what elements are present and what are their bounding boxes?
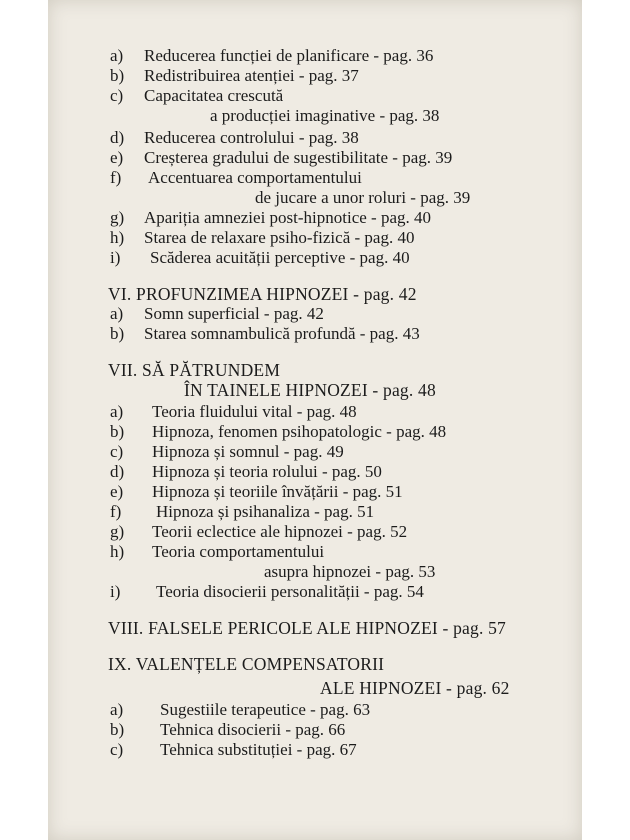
entry-text: Hipnoza și teoriile învățării - pag. 51 — [152, 482, 403, 501]
entry-label: b) — [110, 66, 125, 85]
heading-text: VI. PROFUNZIMEA HIPNOZEI - pag. 42 — [108, 284, 417, 304]
entry-text: Creșterea gradului de sugestibilitate - pag. 39 — [144, 148, 453, 167]
entry-label: b) — [110, 422, 125, 441]
entry-text: Apariția amneziei post-hipnotice - pag. 40 — [144, 208, 432, 227]
entry-text: Capacitatea crescută — [144, 86, 284, 105]
entry-text: Redistribuirea atenției - pag. 37 — [144, 66, 359, 85]
entry-label: g) — [110, 522, 125, 541]
entry-label: f) — [110, 168, 122, 187]
entry-label: e) — [110, 148, 124, 167]
entry-text: Teoria disocierii personalității - pag. 54 — [156, 582, 424, 601]
entry-text: asupra hipnozei - pag. 53 — [264, 562, 436, 581]
entry-label: d) — [110, 128, 125, 147]
heading-text: VII. SĂ PĂTRUNDEM — [108, 360, 281, 380]
entry-label: i) — [110, 582, 121, 601]
entry-text: Starea somnambulică profundă - pag. 43 — [144, 324, 420, 343]
entry-text: Somn superficial - pag. 42 — [144, 304, 324, 323]
heading-text: IX. VALENȚELE COMPENSATORII — [108, 654, 385, 674]
entry-text: Teoria comportamentului — [152, 542, 325, 561]
entry-text: Reducerea funcției de planificare - pag. 36 — [144, 46, 434, 65]
entry-label: a) — [110, 46, 124, 65]
heading-text: ÎN TAINELE HIPNOZEI - pag. 48 — [184, 380, 436, 400]
entry-text: Hipnoza, fenomen psihopatologic - pag. 48 — [152, 422, 447, 441]
entry-text: Hipnoza și psihanaliza - pag. 51 — [156, 502, 375, 521]
entry-text: Tehnica disocierii - pag. 66 — [160, 720, 346, 739]
entry-label: g) — [110, 208, 125, 227]
entry-text: de jucare a unor roluri - pag. 39 — [255, 188, 471, 207]
entry-text: Teoria fluidului vital - pag. 48 — [152, 402, 357, 421]
entry-label: h) — [110, 542, 125, 561]
entry-text: Reducerea controlului - pag. 38 — [144, 128, 359, 147]
entry-text: Teorii eclectice ale hipnozei - pag. 52 — [152, 522, 408, 541]
entry-label: e) — [110, 482, 124, 501]
entry-label: a) — [110, 402, 124, 421]
entry-label: h) — [110, 228, 125, 247]
entry-text: Scăderea acuității perceptive - pag. 40 — [150, 248, 410, 267]
entry-label: i) — [110, 248, 121, 267]
entry-label: c) — [110, 740, 124, 759]
entry-text: Hipnoza și somnul - pag. 49 — [152, 442, 344, 461]
entry-label: c) — [110, 86, 124, 105]
heading-text: ALE HIPNOZEI - pag. 62 — [320, 678, 510, 698]
entry-text: Accentuarea comportamentului — [148, 168, 362, 187]
heading-text: VIII. FALSELE PERICOLE ALE HIPNOZEI - pag. 57 — [108, 618, 506, 638]
entry-text: a producției imaginative - pag. 38 — [210, 106, 440, 125]
entry-label: b) — [110, 324, 125, 343]
entry-label: b) — [110, 720, 125, 739]
entry-label: d) — [110, 462, 125, 481]
entry-text: Hipnoza și teoria rolului - pag. 50 — [152, 462, 382, 481]
entry-text: Starea de relaxare psiho-fizică - pag. 40 — [144, 228, 415, 247]
entry-label: a) — [110, 700, 124, 719]
book-page — [48, 0, 582, 840]
entry-label: f) — [110, 502, 122, 521]
entry-label: a) — [110, 304, 124, 323]
entry-text: Tehnica substituției - pag. 67 — [160, 740, 357, 759]
entry-label: c) — [110, 442, 124, 461]
entry-text: Sugestiile terapeutice - pag. 63 — [160, 700, 371, 719]
